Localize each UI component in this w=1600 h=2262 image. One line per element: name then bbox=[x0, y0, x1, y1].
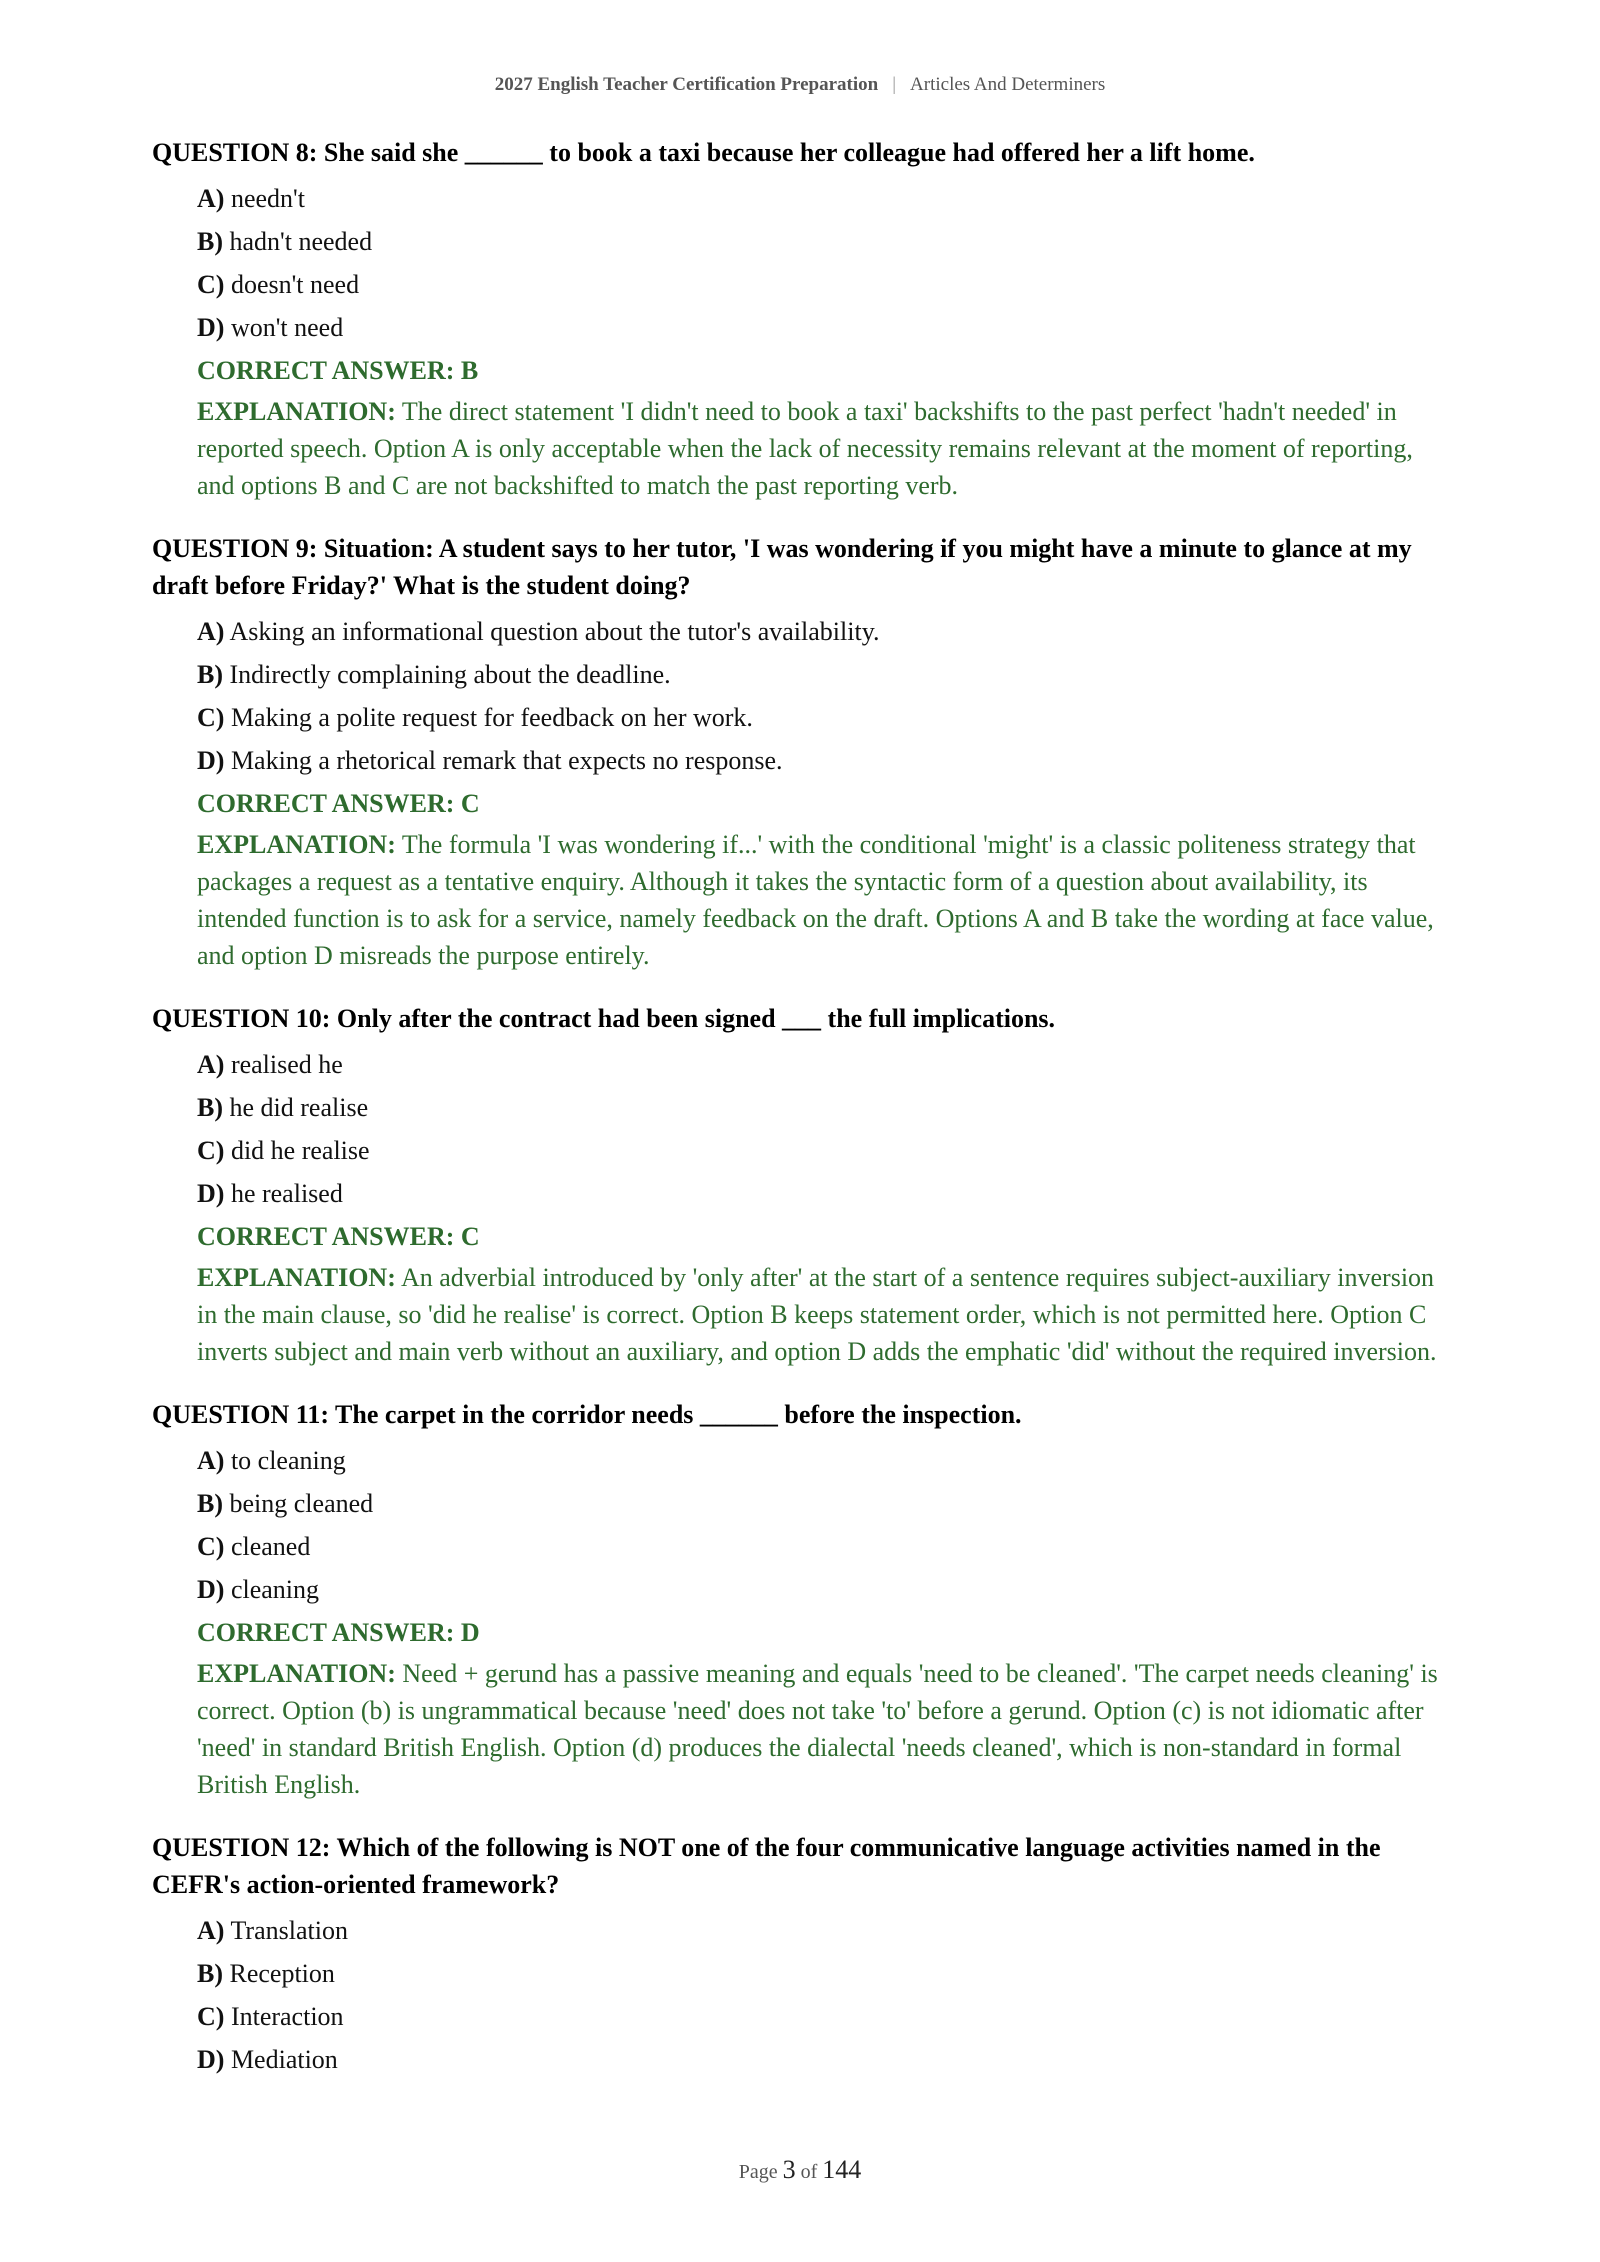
question-text: QUESTION 11: The carpet in the corridor needs ______ before the inspection. bbox=[152, 1400, 1022, 1429]
option-letter: C) bbox=[197, 703, 225, 732]
correct-answer: CORRECT ANSWER: C bbox=[197, 1222, 480, 1251]
option-text: Making a rhetorical remark that expects no response. bbox=[230, 746, 783, 775]
option-text: did he realise bbox=[230, 1136, 370, 1165]
answer-option bbox=[152, 1525, 1452, 1568]
option-letter: D) bbox=[197, 2045, 225, 2074]
of-word: of bbox=[800, 2161, 818, 2183]
answer-option bbox=[152, 1439, 1452, 1482]
option-text: realised he bbox=[230, 1050, 343, 1079]
question-text: QUESTION 12: Which of the following is NOT one of the four communicative language activities named in the CEFR's action-oriented framework? bbox=[152, 1833, 1381, 1899]
question-block bbox=[152, 1000, 1452, 1370]
option-text: cleaned bbox=[230, 1532, 311, 1561]
question-block bbox=[152, 134, 1452, 504]
page-footer bbox=[0, 2155, 1600, 2185]
explanation-label: EXPLANATION: bbox=[197, 830, 396, 859]
explanation-text: The direct statement 'I didn't need to book a taxi' backshifts to the past perfect 'hadn't needed' in reported speech. Option A is only acceptable when the lack of necessity remains relevant at the moment of reporting, and options B and C are not backshifted to match the past reporting verb. bbox=[197, 397, 1413, 500]
answer-option bbox=[152, 177, 1452, 220]
option-list bbox=[152, 1043, 1452, 1215]
option-letter: B) bbox=[197, 1093, 223, 1122]
option-letter: B) bbox=[197, 660, 223, 689]
option-text: Asking an informational question about the tutor's availability. bbox=[229, 617, 880, 646]
correct-answer: CORRECT ANSWER: C bbox=[197, 789, 480, 818]
option-text: needn't bbox=[230, 184, 305, 213]
option-text: Making a polite request for feedback on her work. bbox=[230, 703, 753, 732]
current-page-number: 3 bbox=[782, 2155, 796, 2184]
option-text: he realised bbox=[230, 1179, 343, 1208]
option-text: he did realise bbox=[229, 1093, 369, 1122]
question-block bbox=[152, 1396, 1452, 1803]
option-letter: B) bbox=[197, 227, 223, 256]
answer-option bbox=[152, 1129, 1452, 1172]
option-letter: C) bbox=[197, 270, 225, 299]
option-text: Reception bbox=[229, 1959, 335, 1988]
explanation-label: EXPLANATION: bbox=[197, 397, 396, 426]
option-letter: D) bbox=[197, 313, 225, 342]
answer-option bbox=[152, 1909, 1452, 1952]
answer-option bbox=[152, 220, 1452, 263]
answer-option bbox=[152, 1482, 1452, 1525]
option-letter: A) bbox=[197, 617, 225, 646]
page-word: Page bbox=[738, 2161, 778, 2183]
explanation-text: The formula 'I was wondering if...' with the conditional 'might' is a classic politeness strategy that packages a request as a tentative enquiry. Although it takes the syntactic form of a question about availability, its intended function is to ask for a service, namely feedback on the draft. Options A and B take the wording at face value, and option D misreads the purpose entirely. bbox=[197, 830, 1434, 970]
question-text: QUESTION 10: Only after the contract had been signed ___ the full implications. bbox=[152, 1004, 1056, 1033]
option-letter: A) bbox=[197, 1916, 225, 1945]
option-letter: C) bbox=[197, 2002, 225, 2031]
answer-option bbox=[152, 1043, 1452, 1086]
correct-answer: CORRECT ANSWER: B bbox=[197, 356, 479, 385]
answer-option bbox=[152, 1952, 1452, 1995]
answer-option bbox=[152, 1172, 1452, 1215]
option-list bbox=[152, 1909, 1452, 2081]
explanation-label: EXPLANATION: bbox=[197, 1263, 396, 1292]
explanation bbox=[152, 393, 1452, 504]
answer-option bbox=[152, 739, 1452, 782]
explanation-label: EXPLANATION: bbox=[197, 1659, 396, 1688]
option-text: cleaning bbox=[230, 1575, 320, 1604]
option-letter: A) bbox=[197, 184, 225, 213]
option-text: won't need bbox=[230, 313, 344, 342]
correct-answer: CORRECT ANSWER: D bbox=[197, 1618, 480, 1647]
option-letter: B) bbox=[197, 1959, 223, 1988]
book-title: 2027 English Teacher Certification Preparation bbox=[494, 74, 879, 95]
question-text: QUESTION 9: Situation: A student says to her tutor, 'I was wondering if you might have a minute to glance at my draft before Friday?' What is the student doing? bbox=[152, 534, 1412, 600]
option-letter: C) bbox=[197, 1532, 225, 1561]
answer-option bbox=[152, 1995, 1452, 2038]
option-letter: A) bbox=[197, 1446, 225, 1475]
option-list bbox=[152, 1439, 1452, 1611]
explanation bbox=[152, 826, 1452, 974]
option-list bbox=[152, 610, 1452, 782]
option-letter: C) bbox=[197, 1136, 225, 1165]
option-letter: A) bbox=[197, 1050, 225, 1079]
answer-option bbox=[152, 2038, 1452, 2081]
answer-option bbox=[152, 610, 1452, 653]
explanation bbox=[152, 1259, 1452, 1370]
question-block bbox=[152, 530, 1452, 974]
explanation bbox=[152, 1655, 1452, 1803]
explanation-text: Need + gerund has a passive meaning and equals 'need to be cleaned'. 'The carpet needs cleaning' is correct. Option (b) is ungrammatical because 'need' does not take 'to' before a gerund. Option (c) is not idiomatic after 'need' in standard British English. Option (d) produces the dialectal 'needs cleaned', which is non-standard in formal British English. bbox=[197, 1659, 1438, 1799]
answer-option bbox=[152, 1568, 1452, 1611]
option-text: Interaction bbox=[230, 2002, 344, 2031]
question-block bbox=[152, 1829, 1452, 2081]
option-text: to cleaning bbox=[230, 1446, 346, 1475]
option-text: doesn't need bbox=[230, 270, 360, 299]
option-letter: B) bbox=[197, 1489, 223, 1518]
question-text: QUESTION 8: She said she ______ to book a taxi because her colleague had offered her a lift home. bbox=[152, 138, 1255, 167]
option-text: Mediation bbox=[230, 2045, 338, 2074]
section-title: Articles And Determiners bbox=[910, 74, 1106, 95]
option-letter: D) bbox=[197, 1575, 225, 1604]
header-separator: | bbox=[892, 74, 897, 95]
answer-option bbox=[152, 306, 1452, 349]
answer-option bbox=[152, 1086, 1452, 1129]
option-text: hadn't needed bbox=[229, 227, 373, 256]
answer-option bbox=[152, 653, 1452, 696]
answer-option bbox=[152, 263, 1452, 306]
answer-option bbox=[152, 696, 1452, 739]
option-letter: D) bbox=[197, 1179, 225, 1208]
total-pages-number: 144 bbox=[822, 2155, 862, 2184]
question-list bbox=[152, 134, 1452, 2107]
explanation-text: An adverbial introduced by 'only after' at the start of a sentence requires subject-auxiliary inversion in the main clause, so 'did he realise' is correct. Option B keeps statement order, which is not permitted here. Option C inverts subject and main verb without an auxiliary, and option D adds the emphatic 'did' without the required inversion. bbox=[197, 1263, 1437, 1366]
option-list bbox=[152, 177, 1452, 349]
page-header bbox=[0, 74, 1600, 96]
option-text: Translation bbox=[230, 1916, 348, 1945]
option-text: being cleaned bbox=[229, 1489, 374, 1518]
option-letter: D) bbox=[197, 746, 225, 775]
option-text: Indirectly complaining about the deadline. bbox=[229, 660, 671, 689]
